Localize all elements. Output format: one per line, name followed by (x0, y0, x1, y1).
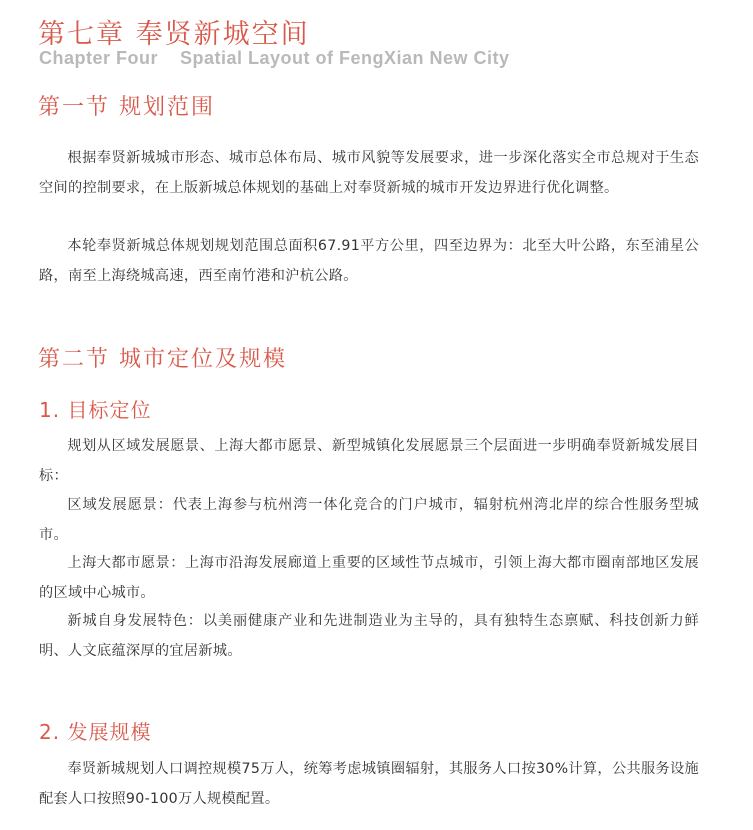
paragraph-scope-adjustment: 根据奉贤新城城市形态、城市总体布局、城市风貌等发展要求，进一步深化落实全市总规对于生态空间的控制要求，在上版新城总体规划的基础上对奉贤新城的城市开发边界进行优化调整。 (39, 150, 699, 196)
chapter-subtitle: Chapter Four Spatial Layout of FengXian New City (39, 48, 510, 68)
paragraph-regional-vision: 区域发展愿景：代表上海参与杭州湾一体化竞合的门户城市，辐射杭州湾北岸的综合性服务型城市。 (39, 497, 699, 543)
section-title-positioning-scale: 第二节 城市定位及规模 (38, 347, 287, 372)
section-title-planning-scope: 第一节 规划范围 (38, 95, 215, 120)
subsection-title-target: 1. 目标定位 (39, 398, 152, 422)
subsection-title-scale: 2. 发展规模 (39, 720, 152, 744)
paragraph-metropolis-vision: 上海大都市愿景：上海市沿海发展廊道上重要的区域性节点城市，引领上海大都市圈南部地区发展的区域中心城市。 (39, 555, 699, 601)
paragraph-target-intro: 规划从区域发展愿景、上海大都市愿景、新型城镇化发展愿景三个层面进一步明确奉贤新城发展目标： (39, 438, 699, 484)
paragraph-population-scale: 奉贤新城规划人口调控规模75万人，统筹考虑城镇圈辐射，其服务人口按30%计算，公共服务设施配套人口按照90-100万人规模配置。 (39, 761, 699, 807)
paragraph-new-city-feature: 新城自身发展特色：以美丽健康产业和先进制造业为主导的，具有独特生态禀赋、科技创新力鲜明、人文底蕴深厚的宜居新城。 (39, 613, 699, 659)
chapter-title: 第七章 奉贤新城空间 (38, 19, 310, 50)
paragraph-scope-boundary: 本轮奉贤新城总体规划规划范围总面积67.91平方公里，四至边界为：北至大叶公路，东至浦星公路，南至上海绕城高速，西至南竹港和沪杭公路。 (39, 238, 699, 284)
